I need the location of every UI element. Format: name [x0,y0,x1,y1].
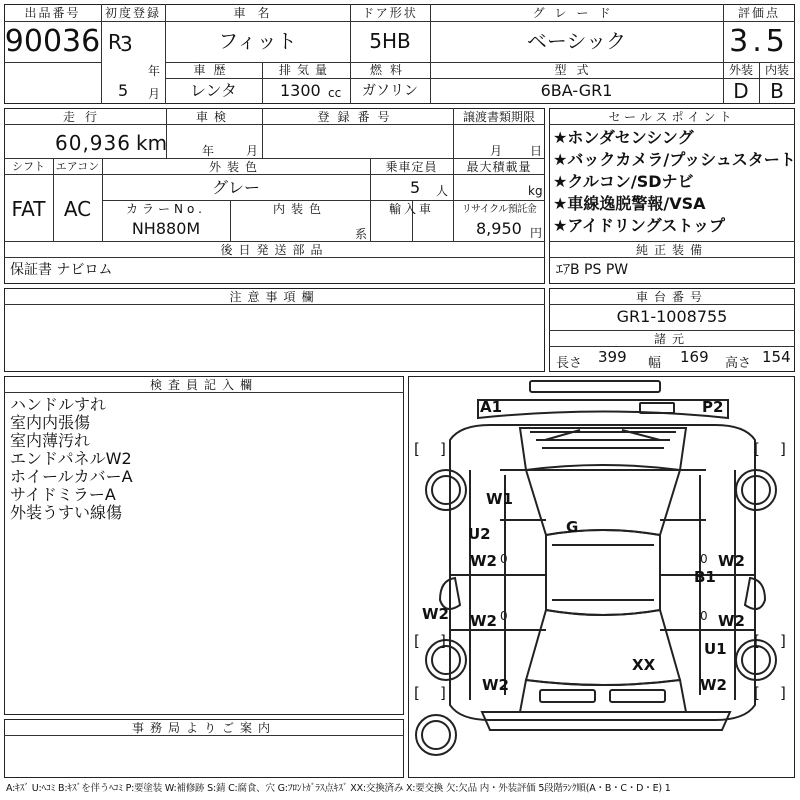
interior-color-unit: 系 [355,227,368,241]
damage-code: U2 [468,525,491,543]
fuel: ガソリン [362,83,418,99]
door-label: ドア形状 [362,6,418,20]
inspection-note: 室内薄汚れ [10,431,91,450]
score-label: 評価点 [737,6,780,20]
notes-label: 注意事項欄 [229,290,320,304]
exterior-color-label: 外装色 [208,160,263,174]
bracket: ] [780,440,786,458]
displacement-unit: cc [328,86,342,100]
score: 3.5 [729,24,789,59]
damage-code: A1 [480,398,503,416]
mileage: 60,936 [55,131,131,155]
later-parts: 保証書 ナビロム [10,262,113,278]
width: 169 [680,348,709,366]
inspection-note: 室内内張傷 [10,413,91,432]
max-load-unit: kg [528,184,543,198]
shift-label: シフト [12,160,45,173]
svg-text:0: 0 [500,552,508,566]
bracket: ] [780,684,786,702]
fuel-label: 燃料 [369,63,410,77]
door-type: 5HB [369,29,411,53]
later-parts-label: 後日発送部品 [220,243,329,257]
car-name-label: 車名 [233,6,282,20]
damage-code: W2 [470,612,497,630]
displacement: 1300 [280,81,321,100]
history: レンタ [190,81,237,100]
sales-point: ★ホンダセンシング [553,128,694,147]
office-label: 事務局よりご案内 [131,721,276,735]
interior-grade-label: 内装 [764,63,789,77]
damage-code: G [566,518,579,536]
chassis-number: GR1-1008755 [616,307,728,326]
damage-code: W2 [482,676,509,694]
reg-month: 5 [118,81,129,100]
width-label: 幅 [648,356,662,371]
equipment: ｴｱB PS PW [556,262,629,278]
inspection-note: ハンドルすれ [10,395,107,414]
lot-number: 90036 [4,24,101,59]
exterior-color: グレー [211,178,260,197]
inspection-note: ホイールカバーA [10,467,133,486]
height-label: 高さ [725,356,752,371]
bracket: ] [440,632,446,650]
sales-point: ★バックカメラ/プッシュスタート [553,150,796,169]
damage-code: W2 [470,552,497,570]
registration-number-label: 登録番号 [317,110,398,124]
inspection-label: 車検 [195,110,232,124]
length-label: 長さ [556,356,583,371]
model-code: 6BA-GR1 [540,81,613,100]
dimensions-label: 諸元 [653,332,690,346]
displacement-label: 排気量 [278,63,333,77]
damage-code: W1 [486,490,513,508]
first-registration-label: 初度登録 [104,6,161,20]
color-number-label: カラーNo. [126,202,206,216]
recycle-fee: 8,950 [476,219,522,238]
length: 399 [598,348,627,366]
bracket: ] [440,440,446,458]
import-label: 輸入車 [388,202,434,216]
aircon-label: エアコン [55,160,100,173]
era: R [108,30,122,54]
bracket: [ [414,632,420,650]
exterior-grade-label: 外装 [728,63,753,77]
reg-year: 3 [120,32,133,56]
svg-text:0: 0 [700,609,708,623]
bracket: ] [780,632,786,650]
sales-point: ★車線逸脱警報/VSA [553,194,706,213]
transfer-deadline-label: 譲渡書類期限 [462,110,535,124]
recycle-label: リサイクル預託金 [461,204,537,215]
bracket: [ [754,684,760,702]
inspection-year-unit: 年 [202,144,215,158]
damage-code: P2 [702,398,724,416]
equipment-label: 純正装備 [635,243,708,257]
interior-grade: B [770,79,784,103]
capacity-unit: 人 [436,184,449,198]
damage-code: W2 [700,676,727,694]
capacity-label: 乗車定員 [385,160,438,174]
bracket: [ [754,632,760,650]
transfer-month-unit: 月 [490,144,503,158]
grade-label: グレード [532,6,621,20]
mileage-unit: km [136,131,168,155]
exterior-grade: D [733,79,749,103]
month-unit: 月 [148,87,161,101]
svg-text:0: 0 [700,552,708,566]
bracket: [ [754,440,760,458]
transfer-day-unit: 日 [530,144,543,158]
damage-code: W2 [718,552,745,570]
damage-legend: A:ｷｽﾞ U:ﾍｺﾐ B:ｷｽﾞを伴うﾍｺﾐ P:要塗装 W:補修跡 S:錆 C:腐食、穴 G:ﾌﾛﾝﾄｶﾞﾗｽ点ｷｽﾞ XX:交換済み X:要交換 欠:欠品 内・外装評価 5段階ﾗﾝｸ順(A・B・C・D・E) 1 [6,783,671,794]
inspection-month-unit: 月 [246,144,259,158]
damage-code: W2 [422,605,449,623]
inspector-label: 検査員記入欄 [149,378,258,392]
bracket: [ [414,684,420,702]
interior-color-label: 内装色 [272,202,327,216]
history-label: 車歴 [193,63,234,77]
chassis-number-label: 車台番号 [635,290,708,304]
bracket: ] [440,684,446,702]
max-load-label: 最大積載量 [466,160,532,174]
svg-text:0: 0 [500,609,508,623]
shift: FAT [11,197,46,221]
recycle-unit: 円 [530,226,543,240]
damage-code: W2 [718,612,745,630]
damage-code: B1 [694,568,716,586]
color-number: NH880M [131,219,201,238]
inspection-note: サイドミラーA [10,485,116,504]
aircon: AC [63,197,92,221]
damage-code: U1 [704,640,727,658]
bracket: [ [414,440,420,458]
sales-points-label: セールスポイント [608,110,736,124]
damage-code: XX [632,656,656,674]
height: 154 [762,348,791,366]
year-unit: 年 [148,64,161,78]
inspection-note: 外装うすい線傷 [10,503,123,522]
sales-point: ★クルコン/SDナビ [553,172,694,191]
lot-number-label: 出品番号 [24,6,81,20]
sales-point: ★アイドリングストップ [553,216,725,235]
capacity: 5 [410,178,421,197]
grade: ベーシック [526,29,627,53]
mileage-label: 走行 [62,110,107,124]
model-label: 型式 [554,63,599,77]
car-name: フィット [218,29,297,53]
inspection-note: エンドパネルW2 [10,449,132,468]
